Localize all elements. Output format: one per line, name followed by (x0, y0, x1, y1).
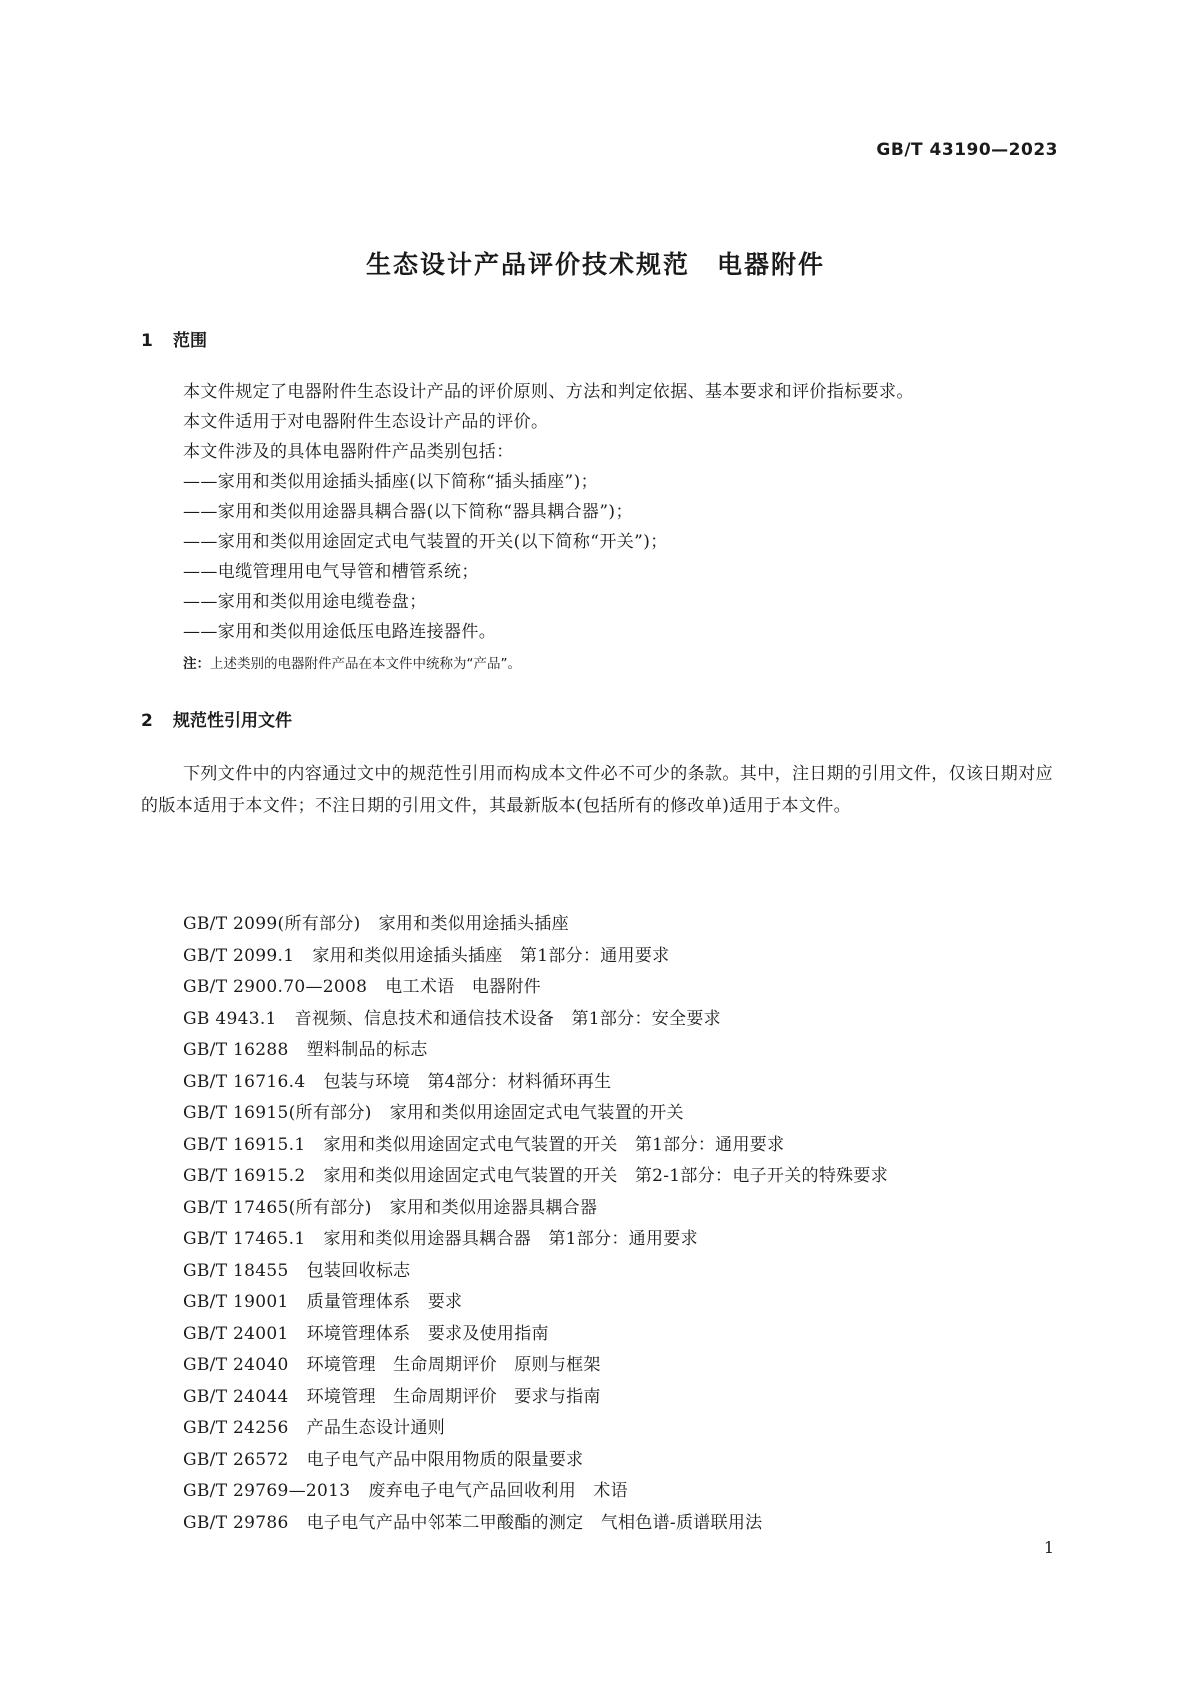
reference-code: GB/T 26572 (183, 1449, 289, 1470)
reference-title: 家用和类似用途器具耦合器 第1部分：通用要求 (323, 1229, 698, 1249)
scope-note (183, 652, 521, 672)
section-1-title: 范围 (173, 331, 207, 351)
reference-title: 音视频、信息技术和通信技术设备 第1部分：安全要求 (294, 1008, 721, 1029)
reference-code: GB/T 29769—2013 (183, 1481, 351, 1501)
reference-code: GB/T 2900.70—2008 (183, 977, 368, 997)
section-1-heading (141, 326, 207, 351)
reference-item (183, 1386, 888, 1418)
reference-code: GB/T 24256 (183, 1418, 289, 1438)
standard-code: GB/T 43190—2023 (876, 140, 1058, 160)
reference-item (183, 1512, 888, 1544)
page-number: 1 (1043, 1538, 1054, 1557)
reference-item (183, 1417, 888, 1449)
reference-code: GB/T 16915(所有部分) (183, 1103, 372, 1123)
scope-item-connecting-devices: ——家用和类似用途低压电路连接器件。 (183, 622, 497, 642)
reference-code: GB/T 24001 (183, 1323, 289, 1344)
reference-code: GB/T 24040 (183, 1355, 289, 1375)
reference-code: GB 4943.1 (183, 1008, 277, 1029)
reference-code: GB/T 19001 (183, 1292, 289, 1312)
section-2-heading (141, 706, 292, 731)
reference-code: GB/T 18455 (183, 1260, 289, 1281)
reference-code: GB/T 16915.2 (183, 1166, 306, 1186)
reference-code: GB/T 2099.1 (183, 945, 295, 966)
references-intro: 下列文件中的内容通过文中的规范性引用而构成本文件必不可少的条款。其中，注日期的引用文件，仅该日期对应的版本适用于本文件；不注日期的引用文件，其最新版本(包括所有的修改单)适用于本文件。 (141, 764, 1053, 816)
section-2-title: 规范性引用文件 (173, 711, 292, 731)
reference-code: GB/T 16716.4 (183, 1071, 306, 1092)
reference-code: GB/T 2099(所有部分) (183, 914, 361, 934)
reference-item (183, 1449, 888, 1481)
reference-title: 塑料制品的标志 (306, 1040, 428, 1060)
reference-title: 家用和类似用途器具耦合器 (389, 1197, 598, 1218)
reference-title: 电子电气产品中限用物质的限量要求 (306, 1449, 584, 1470)
reference-item (183, 1165, 888, 1197)
reference-title: 质量管理体系 要求 (306, 1292, 463, 1312)
reference-code: GB/T 16915.1 (183, 1134, 306, 1155)
reference-title: 家用和类似用途插头插座 (378, 914, 569, 934)
note-text: 上述类别的电器附件产品在本文件中统称为“产品”。 (210, 656, 521, 672)
reference-item (183, 1260, 888, 1292)
reference-list (183, 913, 888, 1543)
reference-item (183, 1197, 888, 1229)
reference-item (183, 1323, 888, 1355)
reference-item (183, 1071, 888, 1103)
scope-item-plugs-sockets: ——家用和类似用途插头插座(以下简称“插头插座”)； (183, 472, 599, 492)
scope-item-appliance-couplers: ——家用和类似用途器具耦合器(以下简称“器具耦合器”)； (183, 502, 633, 522)
reference-item (183, 913, 888, 945)
reference-item (183, 945, 888, 977)
reference-title: 环境管理体系 要求及使用指南 (306, 1323, 549, 1344)
scope-item-cable-reels: ——家用和类似用途电缆卷盘； (183, 592, 427, 612)
section-1-number: 1 (141, 331, 153, 351)
reference-code: GB/T 17465.1 (183, 1229, 306, 1249)
reference-title: 产品生态设计通则 (306, 1418, 446, 1438)
reference-item (183, 1228, 888, 1260)
reference-title: 废弃电子电气产品回收利用 术语 (368, 1481, 628, 1501)
scope-item-switches: ——家用和类似用途固定式电气装置的开关(以下简称“开关”)； (183, 532, 668, 552)
reference-code: GB/T 29786 (183, 1512, 289, 1533)
section-2-number: 2 (141, 711, 153, 731)
reference-item (183, 1480, 888, 1512)
document-title: 生态设计产品评价技术规范 电器附件 (365, 250, 825, 279)
reference-title: 电子电气产品中邻苯二甲酸酯的测定 气相色谱-质谱联用法 (306, 1512, 763, 1533)
reference-code: GB/T 24044 (183, 1386, 289, 1407)
reference-code: GB/T 17465(所有部分) (183, 1197, 372, 1218)
scope-line-3: 本文件涉及的具体电器附件产品类别包括： (183, 442, 514, 462)
reference-item (183, 1134, 888, 1166)
reference-title: 家用和类似用途插头插座 第1部分：通用要求 (312, 945, 670, 966)
reference-item (183, 1008, 888, 1040)
reference-item (183, 1354, 888, 1386)
reference-title: 家用和类似用途固定式电气装置的开关 第1部分：通用要求 (323, 1134, 785, 1155)
reference-item (183, 1102, 888, 1134)
scope-item-conduit-systems: ——电缆管理用电气导管和槽管系统； (183, 562, 479, 582)
reference-item (183, 976, 888, 1008)
scope-line-1: 本文件规定了电器附件生态设计产品的评价原则、方法和判定依据、基本要求和评价指标要求。 (183, 382, 914, 402)
reference-item (183, 1039, 888, 1071)
reference-item (183, 1291, 888, 1323)
reference-title: 电工术语 电器附件 (385, 977, 541, 997)
scope-line-2: 本文件适用于对电器附件生态设计产品的评价。 (183, 412, 549, 432)
reference-title: 包装与环境 第4部分：材料循环再生 (323, 1071, 612, 1092)
reference-title: 环境管理 生命周期评价 原则与框架 (306, 1355, 601, 1375)
reference-title: 家用和类似用途固定式电气装置的开关 (389, 1103, 684, 1123)
reference-title: 包装回收标志 (306, 1260, 411, 1281)
note-label: 注： (183, 656, 210, 672)
reference-title: 环境管理 生命周期评价 要求与指南 (306, 1386, 601, 1407)
reference-code: GB/T 16288 (183, 1040, 289, 1060)
reference-title: 家用和类似用途固定式电气装置的开关 第2-1部分：电子开关的特殊要求 (323, 1166, 889, 1186)
